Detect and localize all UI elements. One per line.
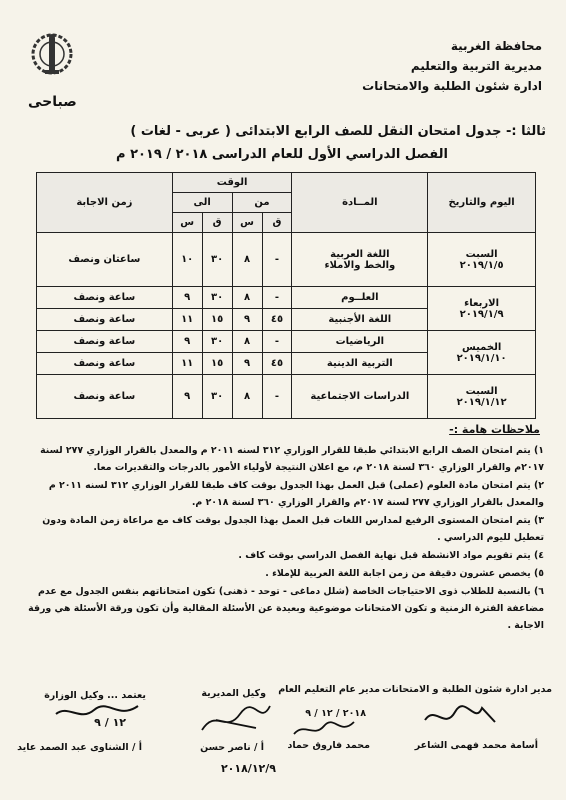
- note-item: ٤) يتم تقويم مواد الانشطة قبل نهاية الفصل الدراسي بوقت كاف .: [238, 550, 544, 561]
- note-item: ٢) يتم امتحان مادة العلوم (عملى) قبل العمل بهذا الجدول بوقت كاف طبقا للقرار الوزاري ٣١٢ لسنه ٢٠١١ م والمعدل بالقرار الوزاري ٢٧٧ لسنة ٢٠١٧م والقرار الوزاري ٣٦٠ لسنة ٢٠١٨ م.: [48, 480, 544, 508]
- duration-cell: ساعة ونصف: [37, 287, 173, 309]
- header-day-date: اليوم والتاريخ: [428, 173, 536, 233]
- table-row: [37, 287, 536, 309]
- day-date-cell: السبت ٢٠١٩/١/١٢: [428, 375, 536, 419]
- from-q-cell: ٤٥: [262, 309, 292, 331]
- from-q-cell: -: [262, 331, 292, 353]
- governorate-logo: [30, 30, 74, 94]
- signature-date: ٢٠١٨/١٢/٩: [220, 762, 276, 775]
- signature-name: أ / الشناوى عبد الصمد عايد: [17, 742, 142, 753]
- table-row: [37, 233, 536, 287]
- to-s-cell: ١٠: [172, 233, 202, 287]
- duration-cell: ساعة ونصف: [37, 309, 173, 331]
- duration-cell: ساعة ونصف: [37, 331, 173, 353]
- header-duration: زمن الاجابة: [37, 173, 173, 233]
- signature-block: [201, 688, 266, 699]
- handwritten-signature-1: [420, 700, 500, 734]
- from-q-cell: ٤٥: [262, 353, 292, 375]
- letterhead-line-governorate: محافظة الغربية: [450, 39, 542, 53]
- to-s-cell: ٩: [172, 287, 202, 309]
- signature-name: أسامة محمد فهمى الشاعر: [414, 740, 538, 751]
- letterhead-line-directorate: مديرية التربية والتعليم: [410, 59, 542, 73]
- table-row: [37, 331, 536, 353]
- handwritten-signature-4: [52, 700, 142, 726]
- from-s-cell: ٨: [232, 287, 262, 309]
- signature-name: محمد فاروق حماد: [287, 740, 370, 751]
- note-item: ٥) يخصص عشرون دقيقة من زمن اجابة اللغة العربية للإملاء .: [265, 568, 544, 579]
- day-date-cell: الخميس ٢٠١٩/١/١٠: [428, 331, 536, 375]
- table-row: [37, 375, 536, 419]
- notes-heading: ملاحظات هامة :-: [449, 423, 540, 436]
- signature-block: [278, 684, 380, 695]
- from-s-cell: ٨: [232, 375, 262, 419]
- note-item: ١) يتم امتحان الصف الرابع الابتدائي طبقا للقرار الوزاري ٣١٢ لسنه ٢٠١١ م والمعدل بالقرار الوزاري ٢٧٧ لسنة ٢٠١٧م والقرار الوزاري ٣٦٠ لسنة ٢٠١٨ م، مع اعلان النتيجة لأولياء الأمور بالدرجات والتقديرات معا.: [40, 445, 544, 473]
- handwritten-signature-2: [290, 716, 360, 742]
- watermark-text: صباحى: [28, 94, 77, 110]
- from-s-cell: ٨: [232, 331, 262, 353]
- from-q-cell: -: [262, 233, 292, 287]
- subject-cell: اللغة العربية والخط والاملاء: [292, 233, 428, 287]
- from-s-cell: ٩: [232, 309, 262, 331]
- to-q-cell: ٣٠: [202, 287, 232, 309]
- signature-role: يعتمد ... وكيل الوزارة: [44, 690, 146, 701]
- exam-schedule-table: [36, 172, 536, 419]
- notes-list: [20, 442, 544, 635]
- header-time: الوقت: [172, 173, 292, 193]
- subject-cell: الدراسات الاجتماعية: [292, 375, 428, 419]
- from-q-cell: -: [262, 287, 292, 309]
- header-to: الى: [172, 193, 232, 213]
- subject-cell: العلــوم: [292, 287, 428, 309]
- subject-cell: التربية الدينية: [292, 353, 428, 375]
- header-from-s: س: [232, 213, 262, 233]
- to-q-cell: ٣٠: [202, 233, 232, 287]
- header-to-s: س: [172, 213, 202, 233]
- duration-cell: ساعة ونصف: [37, 375, 173, 419]
- signature-role: وكيل المديرية: [201, 688, 266, 699]
- page-subtitle: الفصل الدراسي الأول للعام الدراسى ٢٠١٨ / ٢٠١٩ م: [116, 147, 448, 162]
- signature-role: مدير عام التعليم العام: [278, 684, 380, 695]
- note-item: ٦) بالنسبة للطلاب ذوى الاحتياجات الخاصة (شلل دماغى - توحد - ذهنى) تكون امتحاناتهم بنفس الجدول مع عدم مضاعفة الفترة الزمنية و تكون الامتحانات موضوعية وبعيدة عن الأسئلة المقالية وأن تكون ورقة الأسئلة هي ورقة الاجابة .: [28, 586, 544, 631]
- to-s-cell: ١١: [172, 309, 202, 331]
- header-from-q: ق: [262, 213, 292, 233]
- from-q-cell: -: [262, 375, 292, 419]
- signature-block: [382, 684, 552, 695]
- to-s-cell: ٩: [172, 331, 202, 353]
- to-q-cell: ١٥: [202, 353, 232, 375]
- handwritten-signature-3: [196, 700, 276, 740]
- day-date-cell: الاربعاء ٢٠١٩/١/٩: [428, 287, 536, 331]
- to-s-cell: ١١: [172, 353, 202, 375]
- page-title: ثالثا :- جدول امتحان النقل للصف الرابع الابتدائى ( عربى - لغات ): [130, 124, 546, 139]
- to-q-cell: ١٥: [202, 309, 232, 331]
- signature-role: مدير ادارة شئون الطلبة و الامتحانات: [382, 684, 552, 695]
- header-from: من: [232, 193, 292, 213]
- note-item: ٣) يتم امتحان المستوى الرفيع لمدارس اللغات قبل العمل بهذا الجدول بوقت كاف مع مراعاة زمن المادة ودون تعطيل لليوم الدراسي .: [42, 515, 544, 543]
- header-subject: المــادة: [292, 173, 428, 233]
- signature-name: أ / ناصر حسن: [200, 742, 264, 753]
- day-date-cell: السبت ٢٠١٩/١/٥: [428, 233, 536, 287]
- duration-cell: ساعتان ونصف: [37, 233, 173, 287]
- header-to-q: ق: [202, 213, 232, 233]
- to-q-cell: ٣٠: [202, 375, 232, 419]
- from-s-cell: ٩: [232, 353, 262, 375]
- signature-date: ٢٠١٨ / ١٢ / ٩: [305, 708, 366, 719]
- to-s-cell: ٩: [172, 375, 202, 419]
- subject-cell: الرياضيات: [292, 331, 428, 353]
- from-s-cell: ٨: [232, 233, 262, 287]
- duration-cell: ساعة ونصف: [37, 353, 173, 375]
- letterhead: [362, 36, 542, 96]
- to-q-cell: ٣٠: [202, 331, 232, 353]
- signature-date: ١٢ / ٩: [94, 716, 126, 729]
- subject-cell: اللغة الأجنبية: [292, 309, 428, 331]
- letterhead-line-administration: ادارة شئون الطلبة والامتحانات: [362, 79, 542, 93]
